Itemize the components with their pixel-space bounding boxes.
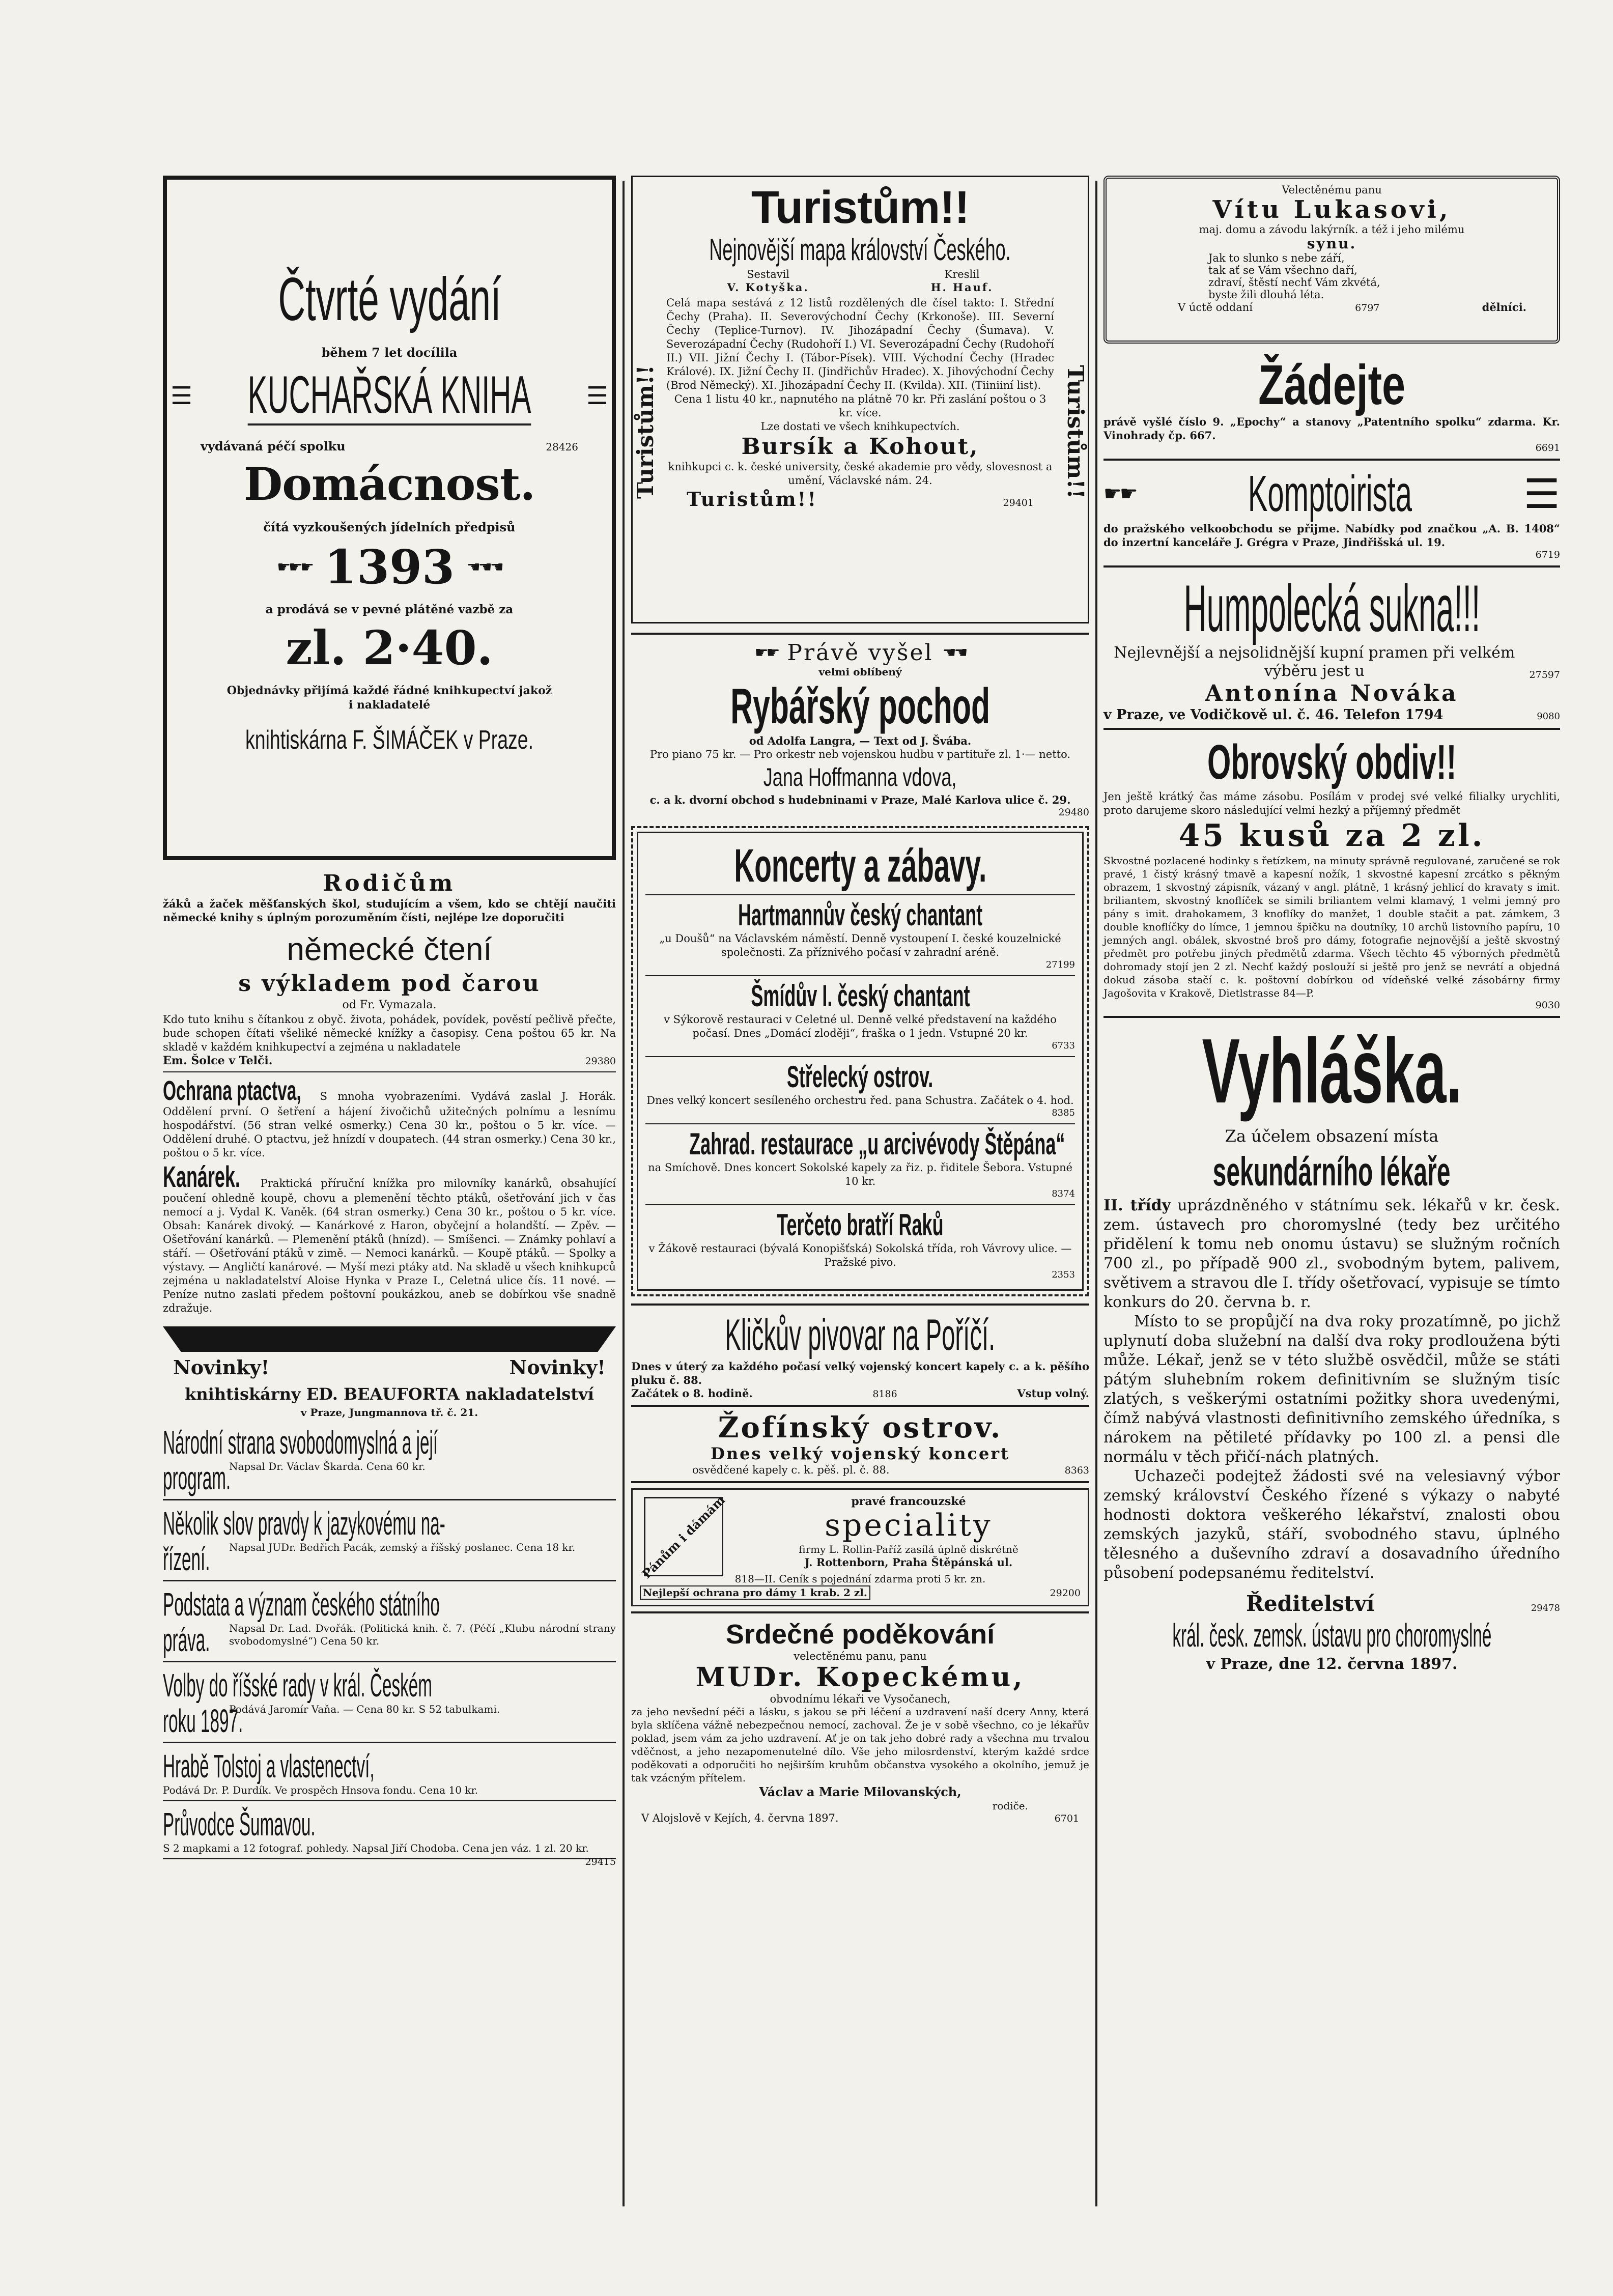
- venue-text: v Žákově restauraci (bývalá Konopišťská) Sokolská třída, roh Vávrovy ulice. — Pražské pivo.: [648, 1242, 1072, 1268]
- book-title: Hrabě Tolstoj a vlastenectví,: [163, 1748, 375, 1784]
- signature: dělníci.: [1482, 301, 1526, 314]
- ad-text: Dnes v úterý za každého počasí velký vojenský koncert kapely c. a k. pěšího pluku č. 88.: [631, 1360, 1089, 1386]
- society-line: [180, 439, 599, 453]
- zadejte-ad: [1103, 356, 1560, 453]
- ad-text: během 7 let docílila: [321, 345, 458, 360]
- ad-price: Pro piano 75 kr. — Pro orkestr neb vojenskou hudbu v partituře zl. 1·— netto.: [649, 748, 1071, 760]
- divider: [1103, 459, 1560, 461]
- book-item: [163, 1503, 616, 1581]
- ptactvo-ad: [163, 1076, 616, 1160]
- ad-number: 6733: [1052, 1040, 1075, 1051]
- ad-price: Cena 1 listu 40 kr., napnutého na plátně 70 kr. Při zaslání poštou o 3 kr. více.: [674, 393, 1046, 419]
- ad-text: Místo to se propůjčí na dva roky prozatímně, po jichž uplynutí doba služební na další dva roky prodloužena býti může. Lékař, jenž se v této službě osvědčil, může se státi pátým sluhebním rokem definitivním se služným tisíc zlatých, s veškerými ostatními požitky shora uvedenými, čímž nabývá vlastnosti definitivního zemského úředníka, s nárokem na pětileté přídavky po 100 zl. a pensi dle normálu v těch přičí-nách platných.: [1103, 1313, 1560, 1466]
- office: Ředitelství: [1246, 1591, 1375, 1616]
- ad-number: 8363: [1064, 1465, 1089, 1476]
- novinky-ad: [163, 1356, 616, 1867]
- sukna-ad: [1103, 573, 1560, 723]
- concert-item: [645, 975, 1075, 1054]
- ad-title: Humpolecká sukna!!!: [1183, 571, 1480, 645]
- ad-text: V úctě oddaní: [1178, 301, 1253, 314]
- right-column: [1103, 176, 1560, 1674]
- recipient-name: MUDr. Kopeckému,: [695, 1662, 1025, 1693]
- ad-number: 29415: [585, 1856, 616, 1867]
- book-title: německé čtení: [287, 932, 492, 967]
- ad-title: Obrovský obdiv!!: [1207, 735, 1457, 789]
- ad-text: právě vyšlé číslo 9. „Epochy“ a stanovy „Patentního spolku“ zdarma. Kr. Vinohrady čp. 667.: [1103, 415, 1560, 442]
- venue-name: Hartmannův český chantant: [738, 898, 983, 932]
- sukna-text-row: [1103, 644, 1560, 681]
- ad-text: žáků a žaček měšťanských škol, studujícím a všem, kdo se chtějí naučiti německé knihy s úplným porozuměním čísti, nejlépe lze doporučiti: [163, 897, 616, 924]
- ad-text: od Adolfa Langra, — Text od J. Švába.: [749, 734, 972, 747]
- ad-number: 8374: [1052, 1188, 1075, 1199]
- ad-heading: Turistům!!: [751, 182, 970, 233]
- designers: [666, 268, 1054, 294]
- ad-title: Komptoirista: [1248, 465, 1412, 522]
- ad-number: 29478: [1531, 1603, 1560, 1613]
- verse-line: zdraví, štěstí nechť Vám zkvétá,: [1208, 276, 1380, 289]
- designer: V. Kotyška.: [727, 281, 809, 294]
- venue-name: Zahrad. restaurace „u arcivévody Štěpána“: [689, 1127, 1065, 1161]
- book-title: Volby do říšské rady v král. Českém: [163, 1667, 432, 1703]
- office-line: [1103, 1591, 1560, 1616]
- venue-text: na Smíchově. Dnes koncert Sokolské kapely za řiz. p. řiditele Šebora. Vstupné 10 kr.: [648, 1161, 1072, 1187]
- publisher: knihtiskárna F. ŠIMÁČEK v Praze.: [245, 725, 533, 755]
- ad-text: Vstup volný.: [1017, 1387, 1089, 1400]
- book-title: Národní strana svobodomyslná a její: [163, 1425, 438, 1460]
- kliku-footer: [631, 1387, 1089, 1400]
- ad-text: Začátek o 8. hodině.: [631, 1387, 753, 1400]
- verse-line: byste žili dlouhá léta.: [1208, 289, 1324, 301]
- institution: král. česk. zemsk. ústavu pro choromyslné: [1172, 1617, 1491, 1654]
- side-text: [634, 289, 657, 574]
- seller: J. Rottenborn, Praha Štěpánská ul.: [804, 1556, 1013, 1569]
- stamp: [639, 1492, 728, 1581]
- side-label: Turistům!!: [1062, 364, 1088, 499]
- ad-heading: Právě vyšel: [787, 640, 933, 666]
- ad-text: čítá vyzkoušených jídelních předpisů: [263, 520, 516, 534]
- ad-number: 29380: [585, 1056, 616, 1067]
- book-list: [163, 1422, 616, 1859]
- title-row: [170, 365, 609, 426]
- column-rule: [1095, 181, 1097, 2206]
- concert-item: [645, 894, 1075, 973]
- ad-text: Dnes velký vojenský koncert: [711, 1444, 1010, 1463]
- ad-number: 6691: [1535, 442, 1560, 453]
- speciality-ad: [631, 1488, 1089, 1606]
- ad-text: Nejlevnější a nejsolidnější kupní pramen při velkém výběru jest u: [1114, 644, 1515, 680]
- edition-heading: Čtvrté vydání: [277, 265, 501, 333]
- ad-title: Kličkův pivovar na Poříčí.: [725, 1311, 996, 1359]
- komptoir-ad: [1103, 466, 1560, 560]
- ad-title: Srdečné poděkování: [725, 1619, 995, 1650]
- venue-text: „u Doušů“ na Václavském náměstí. Denně vystoupení I. české kouzelnické společnosti. Za příznivého počasí v zahradní aréně.: [659, 932, 1061, 958]
- turiste-footer: [666, 488, 1054, 511]
- venue-text: v Sýkorově restauraci v Celetné ul. Denně velké představení na každého počasí. Dnes „Domácí zloději“, fraška o 1 jedn. Vstupné 20 kr.: [664, 1013, 1057, 1039]
- ad-number: 29480: [1058, 807, 1089, 818]
- column-rule: [622, 181, 625, 2206]
- stamp-text: Pánům i dámám: [639, 1492, 728, 1581]
- novinky-header: [163, 1356, 616, 1379]
- pointing-hand-icon: ☚☚: [942, 644, 966, 662]
- ad-heading: Koncerty a zábavy.: [734, 840, 986, 892]
- ad-text: v Praze, ve Vodičkově ul. č. 46. Telefon 1794: [1103, 707, 1444, 723]
- ad-title: speciality: [825, 1508, 993, 1543]
- ad-text: II. třídy: [1103, 1197, 1171, 1214]
- ad-text: c. a k. dvorní obchod s hudebninami v Praze, Malé Karlova ulice č. 29.: [649, 793, 1071, 806]
- pointing-hand-icon: ☛☛: [754, 644, 778, 662]
- ad-number: 9030: [1535, 1000, 1560, 1011]
- book-title: Kanárek.: [163, 1160, 240, 1194]
- divider: [1103, 1016, 1560, 1018]
- publisher-line: [163, 1054, 616, 1067]
- side-text: [1063, 289, 1087, 574]
- cteni-ad: [163, 870, 616, 1067]
- book-title: program.: [163, 1460, 231, 1496]
- divider: [1103, 728, 1560, 730]
- ad-number: 27597: [1529, 669, 1560, 681]
- verse-line: tak ať se Vám všechno daří,: [1208, 264, 1357, 276]
- venue-name: Terčeto bratří Raků: [777, 1208, 944, 1242]
- ad-text: Lze dostati ve všech knihkupectvích.: [760, 420, 960, 433]
- ad-heading: Turistům!!: [687, 488, 818, 511]
- ad-text: Objednávky přijímá každé řádné knihkupectví jakož i nakladatelé: [227, 684, 552, 712]
- ad-number: 27199: [1045, 959, 1075, 970]
- pointing-hand-icon: ☛☛: [1103, 482, 1136, 505]
- date: v Praze, dne 12. června 1897.: [1206, 1655, 1458, 1673]
- venue-text: Dnes velký koncert sesíleného orchestru řed. pana Schustra. Začátek o 4. hod.: [646, 1094, 1074, 1107]
- divider: [631, 1303, 1089, 1306]
- ad-text: Jen ještě krátký čas máme zásobu. Posílám v prodej své velké filialky urychliti, proto darujeme skoro následující velmi hezký a příjemný předmět: [1103, 790, 1560, 816]
- society-name: Domácnost.: [243, 458, 535, 511]
- podekovani-footer: [631, 1812, 1089, 1824]
- book-info: Podává Dr. P. Durdík. Ve prospěch Hnsova fondu. Cena 10 kr.: [163, 1784, 478, 1796]
- divider: [631, 1481, 1089, 1483]
- ad-number: 29401: [1003, 497, 1034, 508]
- obdiv-ad: [1103, 735, 1560, 1011]
- middle-column: [631, 176, 1089, 1824]
- venue-name: Šmídův I. český chantant: [750, 979, 970, 1013]
- venue-name: Střelecký ostrov.: [787, 1060, 933, 1094]
- podekovani-ad: [631, 1619, 1089, 1824]
- turiste-ad: [631, 176, 1089, 623]
- pointing-hand-icon: ☚☚☚: [467, 558, 502, 576]
- pointing-hand-icon: ☛☛☛: [277, 558, 312, 576]
- ad-text: Velectěnému panu: [1282, 184, 1382, 196]
- ad-title: Vyhláška.: [1202, 1020, 1462, 1122]
- ad-text: S mnoha vyobrazeními. Vydává zaslal J. Horák. Oddělení první. O šetření a hájení živočichů užitečných polnímu a lesnímu hospodářství. (56 stran velké osmerky.) Cena 30 kr., poštou o 5 kr. více. — Oddělení druhé. O ptactvu, jež hnízdí v doupatech. (44 stran osmerky.) Cena 30 kr., poštou o 5 kr. více.: [163, 1090, 616, 1159]
- banner-bar: [163, 1326, 616, 1352]
- book-info: Podává Jaromír Vaňa. — Cena 80 kr. S 52 tabulkami.: [229, 1703, 500, 1715]
- publisher-address: v Praze, Jungmannova tř. č. 21.: [300, 1406, 478, 1419]
- publisher: knihtiskárny ED. BEAUFORTA nakladatelství: [185, 1384, 594, 1404]
- book-item: [163, 1803, 616, 1859]
- ad-text: uprázdněného v státnímu sek. lékařů v kr. česk. zem. ústavech pro choromyslné (tedy bez určitého přidělení k tomu neb onomu ústavu) se služným ročních 700 zl., po případě 900 zl., svobodným bytem, palivem, světivem a stravou dle I. třídy ošetřovací, vypisuje se tímto konkurs do 20. června b. r.: [1103, 1197, 1560, 1311]
- verse: [1117, 252, 1547, 301]
- pointing-hand-icon: ☰: [586, 382, 609, 410]
- ad-text: Celá mapa sestává z 12 listů rozdělených dle čísel takto: I. Střední Čechy (Praha). II. Severovýchodní Čechy (Krkonoše). III. Severní Čechy (Teplice-Turnov). IV. Jihozápadní Čechy (Šumava). V. Severozápadní Čechy (Rudohoří I.) VI. Severozápadní Čechy (Rudohoří II.) VII. Jižní Čechy I. (Tábor-Písek). VIII. Východní Čechy (Hradec Králové). IX. Jižní Čechy II. (Jindřichův Hradec). X. Jihovýchodní Čechy (Brod Německý). XI. Jihozápadní Čechy II. (Kvilda). XII. (Tiiniiní list).: [666, 297, 1054, 391]
- vitu-ad: [1103, 176, 1560, 344]
- verse-line: Jak to slunko s nebe září,: [1208, 252, 1345, 264]
- ad-number: 29200: [1050, 1588, 1081, 1599]
- sukna-footer: [1103, 707, 1560, 723]
- ad-text: do pražského velkoobchodu se přijme. Nabídky pod značkou „A. B. 1408“ do inzertní kanceláře J. Grégra v Praze, Jindřišská ul. 19.: [1103, 522, 1560, 549]
- ad-number: 8385: [1052, 1108, 1075, 1118]
- ad-number: 2353: [1052, 1269, 1075, 1280]
- book-author: od Fr. Vymazala.: [342, 999, 437, 1011]
- ad-number: 6701: [1054, 1813, 1079, 1824]
- book-info: S 2 mapkami a 12 fotograf. pohledy. Napsal Jiří Chodoba. Cena jen váz. 1 zl. 20 kr.: [163, 1842, 589, 1854]
- recipient-name: Vítu Lukasovi,: [1212, 195, 1451, 224]
- designer: H. Hauf.: [930, 281, 994, 294]
- divider: [631, 1611, 1089, 1613]
- count-row: [180, 542, 599, 592]
- signature: rodiče.: [992, 1800, 1028, 1812]
- ad-title: Žofínský ostrov.: [718, 1411, 1003, 1444]
- book-info: Napsal JUDr. Bedřich Pacák, zemský a říšský poslanec. Cena 18 kr.: [229, 1541, 576, 1553]
- ad-text: velmi oblíbený: [818, 666, 902, 678]
- ad-number: 28426: [546, 441, 578, 453]
- ad-text: velectěnému panu, panu: [794, 1650, 927, 1662]
- ad-subheading: Nejnovější mapa království Českého.: [709, 233, 1011, 267]
- koncerty-ad: [631, 826, 1089, 1296]
- book-subtitle: s výkladem pod čarou: [238, 971, 541, 997]
- book-title: Podstata a význam českého státního: [163, 1586, 440, 1622]
- label: Kreslil: [944, 268, 980, 280]
- ad-heading: Novinky!: [509, 1356, 606, 1379]
- ad-text: a prodává se v pevné plátěné vazbě za: [265, 603, 514, 616]
- offer: 45 kusů za 2 zl.: [1178, 818, 1485, 854]
- kliku-ad: [631, 1311, 1089, 1400]
- ad-text: firmy L. Rollin-Paříž zasílá úplně diskrétně: [799, 1543, 1018, 1555]
- book-info: Napsal Dr. Lad. Dvořák. (Politická knih. č. 7. (Péčí „Klubu národní strany svobodomyslné“) Cena 50 kr.: [229, 1622, 616, 1647]
- ad-tag: Nejlepší ochrana pro dámy 1 krab. 2 zl.: [640, 1585, 870, 1600]
- ad-text: V Alojslově v Kejích, 4. června 1897.: [641, 1812, 839, 1824]
- zofin-ad: [631, 1412, 1089, 1476]
- divider: [163, 1071, 616, 1072]
- left-column: [163, 176, 616, 1867]
- signature: Václav a Marie Milovanských,: [759, 1784, 961, 1799]
- price: zl. 2·40.: [286, 620, 493, 675]
- book-title: roku 1897.: [163, 1703, 243, 1739]
- ad-text: Za účelem obsazení místa: [1225, 1126, 1439, 1146]
- concert-item: [645, 1123, 1075, 1202]
- book-title: Několik slov pravdy k jazykovému na-: [163, 1506, 445, 1541]
- book-title: práva.: [163, 1622, 210, 1658]
- concert-item: [645, 1056, 1075, 1121]
- ad-text: synu.: [1307, 235, 1357, 252]
- ad-title: Žádejte: [1258, 354, 1405, 416]
- kanarek-ad: [163, 1160, 616, 1315]
- vyhlaska-ad: [1103, 1020, 1560, 1674]
- divider: [631, 1405, 1089, 1407]
- ad-text: 818—II. Ceník s pojednání zdarma proti 5 kr. zn.: [734, 1573, 986, 1585]
- pochod-header: [631, 640, 1089, 666]
- ad-text: Uchazeči podejtež žádosti své na velesiavný výbor zemský království Českého řízené s výkazy o nabyté hodnosti doktora veškerého lékařství, znalosti obou zemských jazyků, stáří, svobodného stavu, úplného tělesného a duševního zdraví a dosavadního úředního působení podepsanému ředitelství.: [1103, 1467, 1560, 1582]
- recipe-count: 1393: [324, 540, 455, 594]
- firm-name: Antonína Nováka: [1205, 681, 1459, 706]
- ad-number: 8186: [872, 1388, 897, 1400]
- vitu-footer: [1117, 301, 1547, 314]
- ad-number: 6719: [1535, 549, 1560, 560]
- ad-number: 9080: [1537, 711, 1560, 722]
- ad-title: Rybářský pochod: [730, 678, 990, 734]
- book-item: [163, 1664, 616, 1743]
- ad-text: za jeho nevšední péči a lásku, s jakou se při léčení a uzdravení naší dcery Anny, která byla sklíčena vážně nebezpečnou nemocí, zachoval. Že je v sobě všechno, co je lékařův poklad, jsem vám za jeho uzdravení. Ať je on tak jeho dobré rady a všechna mu trvalou vděčnost, a jeho nezapomenutelné dílo. Vše jeho milosrdenství, kterým každé srdce poděkovati a odporučiti ho nejširším kruhům občanstva vysokého a okolního, jemuž je tak vzácným přítelem.: [631, 1706, 1089, 1784]
- ad-text: maj. domu a závodu lakýrník. a též i jeho milému: [1199, 223, 1465, 236]
- ad-heading: Novinky!: [173, 1356, 270, 1379]
- pointing-hand-icon: ☰: [1523, 470, 1560, 518]
- ad-text: pravé francouzské: [851, 1495, 966, 1508]
- pochod-ad: [631, 640, 1089, 818]
- firm-name: Jana Hoffmanna vdova,: [763, 763, 957, 791]
- ad-heading: Rodičům: [323, 870, 456, 896]
- ad-text: Skvostné pozlacené hodinky s řetízkem, na minuty správně regulované, zaručené se rok pravé, 1 čistý krásný tmavě a kapesní nožík, 1 skvostné kapesní zrcátko s pěkným obrazem, 1 skvostný zápisník, vázaný v angl. plátně, 1 krásný jehlicí do kravaty s imit. briliantem, skvostný knoflíček se simili briliantem velmi klamavý, 1 velmi jemný pro pány s imit. drahokamem, 3 knoflíky do manžet, 1 double stačit a pat. zámkem, 3 double knoflíčky do límce, 1 jemnou špičku na doutníky, 10 archů listovního papíru, 10 jemných angl. obálek, skvostné broš pro dámy, fotografie nejnovější a ještě skvostný předmět pro potřebu jiných předmětů zdarma. Všech těchto 45 výborných předmětů dohromady stojí jen 2 zl. Nechť každý poslouží si ještě pro jenž se nevrátí a objedná dokud zásoba stačí c. k. poštovní dobírkou od vídeňské velké zásobárny firmy Jagošovita v Krakově, Dietlstrasse 84—P.: [1103, 855, 1560, 999]
- newspaper-page: [163, 176, 1560, 2222]
- book-item: [163, 1583, 616, 1662]
- ad-text: knihkupci c. k. české university, české akademie pro vědy, slovesnost a umění, Václavské nám. 24.: [668, 461, 1053, 487]
- book-title: Ochrana ptactva,: [163, 1075, 301, 1106]
- ad-text: osvědčené kapely c. k. pěš. pl. č. 88.: [692, 1464, 890, 1476]
- concert-list: [645, 894, 1075, 1283]
- pointing-hand-icon: ☰: [170, 382, 192, 410]
- ad-text: vydávaná péčí spolku: [201, 439, 346, 453]
- book-info: Napsal Dr. Václav Škarda. Cena 60 kr.: [229, 1460, 426, 1472]
- zofin-footer: [631, 1464, 1089, 1476]
- book-item: [163, 1422, 616, 1500]
- ad-text: Praktická příruční knížka pro milovníky kanárků, obsahující poučení ohledně koupě, chovu a plemenění těchto ptáků, ošetřování jich v čas nemocí a j. Vydal K. Vaněk. (64 stran osmerky.) Cena 30 kr., poštou o 5 kr. více. Obsah: Kanárek divoký. — Kanárkové z Haron, obyčejní a holandští. — Zpěv. — Ošetřování kanárků. — Plemenění ptáků (hnízd). — Smíšenci. — Známky pohlaví a stáří. — Ošetřování ptáků v zimě. — Nemoci kanárků. — Koupě ptáků. — Spolky a výstavy. — Angličtí kanárové. — Myší mezi ptáky atd. Na skladě u všech knihkupců zejména u nakladatelství Aloise Hynka v Praze I., Celetná ulice čís. 11 nové. — Peníze nutno zaslati předem poštovní poukázkou, aneb se dobírkou vše snadně zdražuje.: [163, 1177, 616, 1314]
- concert-item: [645, 1204, 1075, 1283]
- ad-number: 6797: [1355, 302, 1380, 314]
- position-title: sekundárního lékaře: [1213, 1149, 1451, 1194]
- divider: [631, 633, 1089, 635]
- divider: [1103, 565, 1560, 568]
- ad-text: Kdo tuto knihu s čítankou z obyč. života, pohádek, povídek, pověstí pečlivě přečte, bude schopen čítati všeliké německé knížky a časopisy. Cena poštou 65 kr. Na skladě v každém knihkupectví a zejména u nakladatele: [163, 1013, 616, 1053]
- book-title: KUCHAŘSKÁ KNIHA: [247, 365, 531, 424]
- ad-text: obvodnímu lékaři ve Vysočanech,: [770, 1693, 951, 1705]
- komptoir-header: [1103, 466, 1560, 522]
- publisher: Em. Šolce v Telči.: [163, 1054, 273, 1067]
- book-item: [163, 1745, 616, 1801]
- label: Sestavil: [747, 268, 790, 280]
- speciality-footer: [640, 1585, 1081, 1600]
- side-label: Turistům!!: [632, 364, 659, 499]
- book-title: Průvodce Šumavou.: [163, 1806, 316, 1842]
- kucharka-ad: [163, 176, 616, 860]
- firm-name: Bursík a Kohout,: [741, 434, 979, 460]
- book-title: řízení.: [163, 1541, 210, 1577]
